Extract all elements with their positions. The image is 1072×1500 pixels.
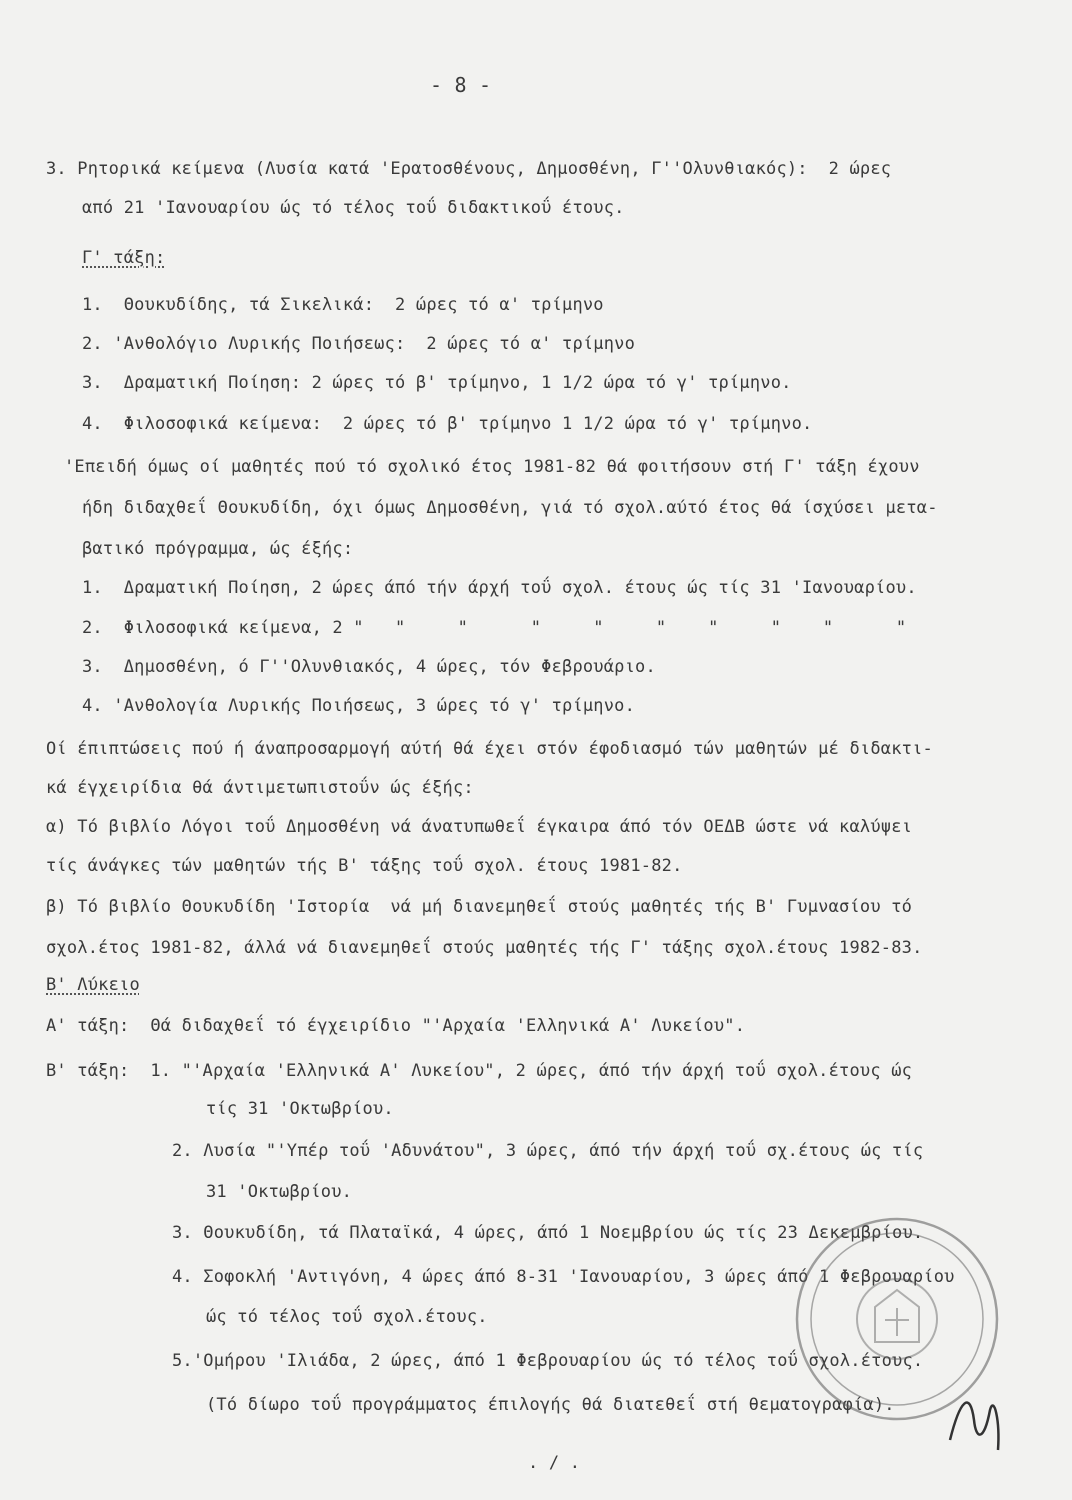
list-item: 4. Φιλοσοφικά κείμενα: 2 ώρες τό β' τρίμηνο 1 1/2 ώρα τό γ' τρίμηνο. <box>82 414 813 434</box>
list-item: 1. Θουκυδίδης, τά Σικελικά: 2 ώρες τό α' τρίμηνο <box>82 295 604 315</box>
text-line: τίς 31 'Οκτωβρίου. <box>206 1099 394 1119</box>
list-item: 1. Δραματική Ποίηση, 2 ώρες άπό τήν άρχή τοΰ σχολ. έτους ώς τίς 31 'Ιανουαρίου. <box>82 578 917 598</box>
section-heading: Γ' τάξη: <box>82 248 166 268</box>
section-heading: Β' Λύκειο <box>46 975 140 995</box>
list-item: 2. 'Ανθολόγιο Λυρικής Ποιήσεως: 2 ώρες τό α' τρίμηνο <box>82 334 636 354</box>
text-line: α) Τό βιβλίο Λόγοι τοΰ Δημοσθένη νά άνατυπωθεΐ έγκαιρα άπό τόν ΟΕΔΒ ώστε νά καλύψει <box>46 817 913 837</box>
list-item: 3. Δραματική Ποίηση: 2 ώρες τό β' τρίμηνο, 1 1/2 ώρα τό γ' τρίμηνο. <box>82 373 792 393</box>
list-item: 2. Λυσία "'Υπέρ τοΰ 'Αδυνάτου", 3 ώρες, άπό τήν άρχή τοΰ σχ.έτους ώς τίς <box>172 1141 924 1161</box>
text-line: 'Επειδή όμως οί μαθητές πού τό σχολικό έτος 1981-82 θά φοιτήσουν στή Γ' τάξη έχουν <box>64 457 920 477</box>
text-line: ήδη διδαχθεΐ Θουκυδίδη, όχι όμως Δημοσθένη, γιά τό σχολ.αύτό έτος θά ίσχύσει μετα- <box>82 498 938 518</box>
text-line: ώς τό τέλος τοΰ σχολ.έτους. <box>206 1307 488 1327</box>
text-line: β) Τό βιβλίο Θουκυδίδη 'Ιστορία νά μή διανεμηθεΐ στούς μαθητές τής Β' Γυμνασίου τό <box>46 897 913 917</box>
text-line: Α' τάξη: Θά διδαχθεΐ τό έγχειρίδιο "'Αρχαία 'Ελληνικά Α' Λυκείου". <box>46 1016 746 1036</box>
handwritten-signature <box>940 1380 1010 1460</box>
text-line: (Τό δίωρο τοΰ προγράμματος έπιλογής θά διατεθεΐ στή θεματογραφία). <box>206 1395 895 1415</box>
list-item: 2. Φιλοσοφικά κείμενα, 2 " " " " " " " " " " <box>82 618 907 638</box>
list-item: 3. Δημοσθένη, ό Γ''Ολυνθιακός, 4 ώρες, τόν Φεβρουάριο. <box>82 657 656 677</box>
continuation-mark: . / . <box>528 1453 581 1473</box>
text-line: 3. Ρητορικά κείμενα (Λυσία κατά 'Ερατοσθένους, Δημοσθένη, Γ''Ολυνθιακός): 2 ώρες <box>46 159 892 179</box>
text-line: βατικό πρόγραμμα, ώς έξής: <box>82 539 354 559</box>
text-line: από 21 'Ιανουαρίου ώς τό τέλος τοΰ διδακτικοΰ έτους. <box>82 198 625 218</box>
list-item: 5.'Ομήρου 'Ιλιάδα, 2 ώρες, άπό 1 Φεβρουαρίου ώς τό τέλος τοΰ σχολ.έτους. <box>172 1351 924 1371</box>
list-item: 3. Θουκυδίδη, τά Πλαταϊκά, 4 ώρες, άπό 1 Νοεμβρίου ώς τίς 23 Δεκεμβρίου. <box>172 1223 924 1243</box>
list-item: 4. 'Ανθολογία Λυρικής Ποιήσεως, 3 ώρες τό γ' τρίμηνο. <box>82 696 636 716</box>
text-line: Οί έπιπτώσεις πού ή άναπροσαρμογή αύτή θά έχει στόν έφοδιασμό τών μαθητών μέ διδακτι- <box>46 739 933 759</box>
list-item: 4. Σοφοκλή 'Αντιγόνη, 4 ώρες άπό 8-31 'Ιανουαρίου, 3 ώρες άπό 1 Φεβρουαρίου <box>172 1267 955 1287</box>
text-line: τίς άνάγκες τών μαθητών τής Β' τάξης τοΰ σχολ. έτους 1981-82. <box>46 856 683 876</box>
text-line: 31 'Οκτωβρίου. <box>206 1182 353 1202</box>
page-number: - 8 - <box>430 73 492 97</box>
text-line: Β' τάξη: 1. "'Αρχαία 'Ελληνικά Α' Λυκείου", 2 ώρες, άπό τήν άρχή τοΰ σχολ.έτους ώς <box>46 1061 913 1081</box>
text-line: σχολ.έτος 1981-82, άλλά νά διανεμηθεΐ στούς μαθητές τής Γ' τάξης σχολ.έτους 1982-83. <box>46 938 923 958</box>
text-line: κά έγχειρίδια θά άντιμετωπιστοΰν ώς έξής: <box>46 778 474 798</box>
